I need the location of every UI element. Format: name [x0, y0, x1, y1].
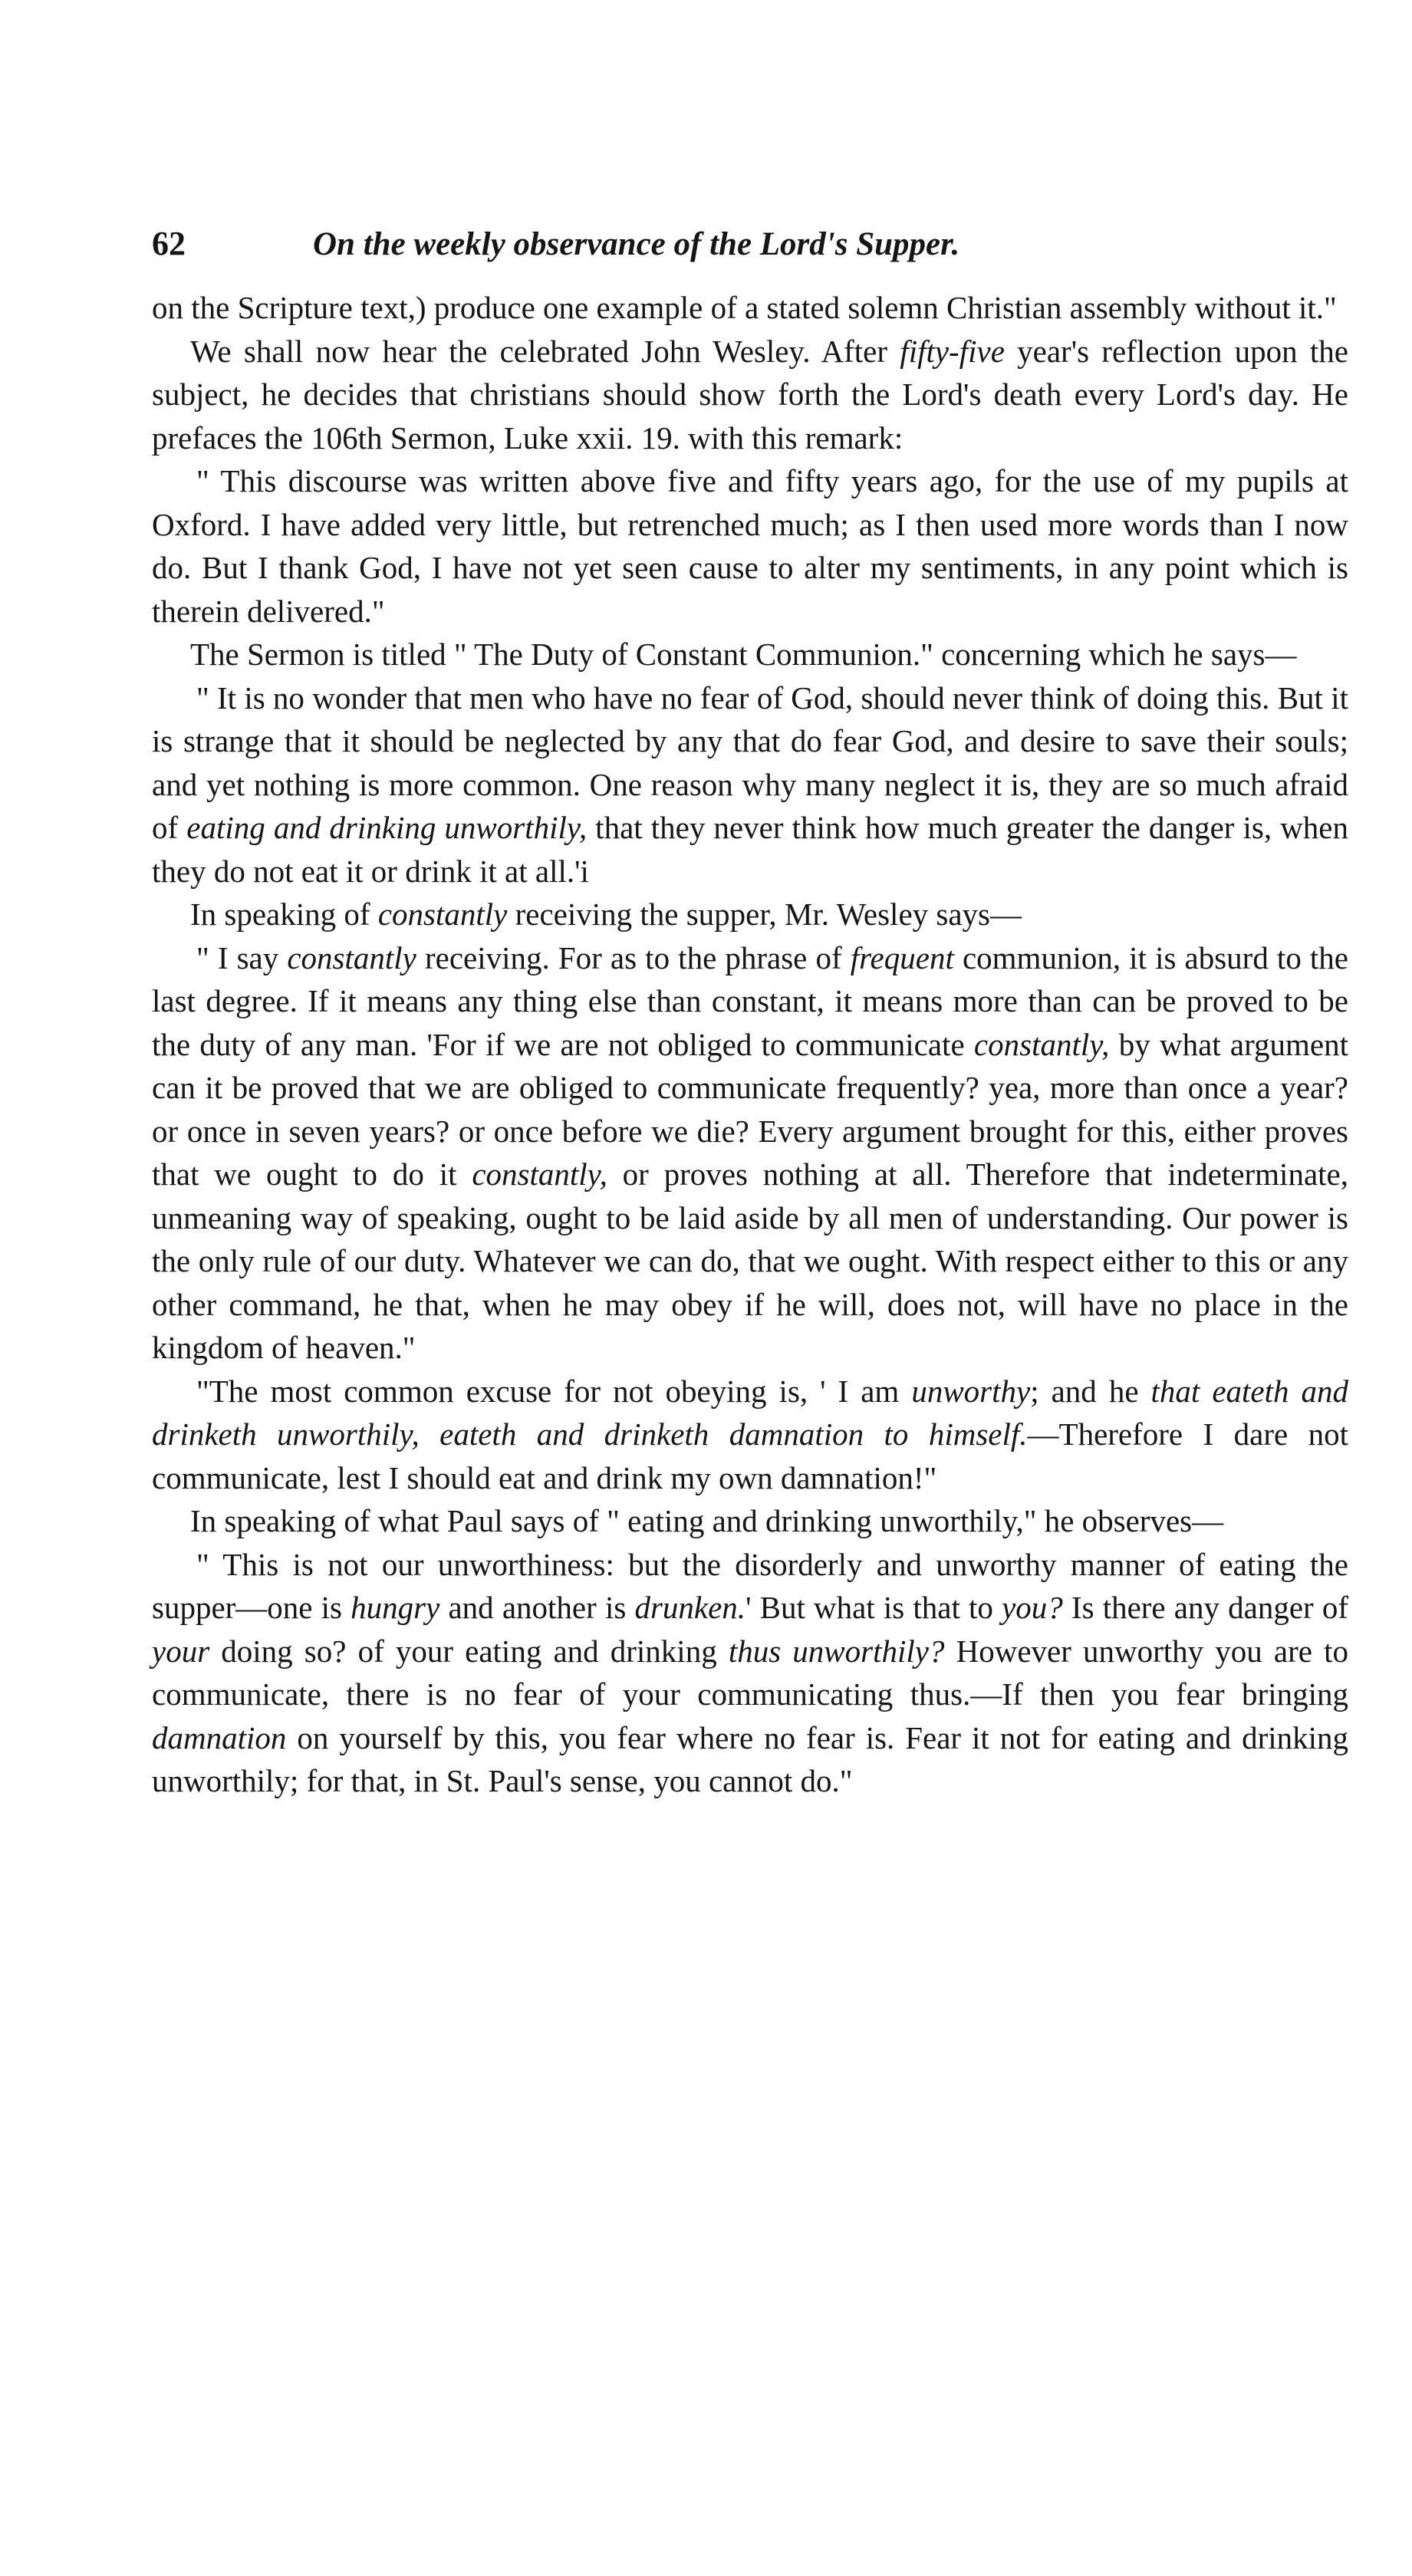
italic-text: your	[152, 1633, 210, 1669]
running-title: On the weekly observance of the Lord's Supper.	[313, 226, 960, 262]
text-run: —Therefore I dare not communicate, lest I should eat and drink my own damnation!"	[152, 1416, 1348, 1495]
text-run: "The most common excuse for not obeying is, ' I am	[196, 1373, 912, 1409]
italic-text: unworthy	[911, 1373, 1031, 1409]
paragraph-paul	[152, 1499, 1348, 1543]
text-run: The Sermon is titled " The Duty of Constant Communion." concerning which he says—	[190, 637, 1297, 672]
text-run: by what argument can it be proved that we are obliged to communicate frequently? yea, more than once a year? or once in seven years? or once before we die? Every argument brought for this, either proves that we ought to do it	[152, 1026, 1349, 1192]
text-run: " I say	[196, 939, 288, 975]
italic-text: constantly	[377, 897, 508, 932]
italic-text: damnation	[152, 1719, 287, 1755]
text-run: " This is not our unworthiness: but the disorderly and unworthy manner of eating the supper—one is	[152, 1546, 1348, 1625]
text-run: on the Scripture text,) produce one example of a stated solemn Christian assembly without it."	[152, 290, 1337, 325]
text-run: receiving. For as to the phrase of	[416, 939, 851, 975]
text-run: ' But what is that to	[745, 1590, 1002, 1625]
quote-unworthiness	[152, 1543, 1348, 1803]
quote-discourse	[152, 459, 1348, 633]
text-run: Is there any danger of	[1062, 1590, 1349, 1625]
text-run: ; and he	[1030, 1373, 1151, 1409]
italic-text: drunken.	[634, 1590, 746, 1625]
text-run: receiving the supper, Mr. Wesley says—	[507, 897, 1022, 932]
italic-text: frequent	[850, 939, 954, 975]
body-text	[152, 286, 1348, 1803]
italic-text: eating and drinking unworthily,	[186, 810, 588, 845]
text-run: " It is no wonder that men who have no fear of God, should never think of doing this. But it is strange that it should be neglected by any that do fear God, and desire to save their souls; and yet nothing is more common. One reason why many neglect it is, they are so much afraid of	[152, 679, 1348, 845]
text-run: " This discourse was written above five and fifty years ago, for the use of my pupils at Oxford. I have added very little, but retrenched much; as I then used more words than I now do. But I thank God, I have not yet seen cause to alter my sentiments, in any point which is therein delivered."	[152, 463, 1348, 629]
paragraph-continuation	[152, 286, 1348, 330]
italic-text: fifty-five	[900, 333, 1005, 369]
text-run: and another is	[439, 1590, 635, 1625]
page-number: 62	[152, 225, 186, 262]
italic-text: hungry	[351, 1590, 440, 1625]
italic-text: constantly,	[472, 1156, 607, 1192]
paragraph-constantly	[152, 893, 1348, 936]
text-run: In speaking of what Paul says of " eating and drinking unworthily," he observes—	[190, 1503, 1224, 1538]
italic-text: you?	[1002, 1590, 1063, 1625]
text-run: or proves nothing at all. Therefore that indeterminate, unmeaning way of speaking, ought to be laid aside by all men of understanding. Our power is the only rule of our duty. Whatever we can do, that we ought. With respect either to this or any other command, he that, when he may obey if he will, does not, will have no place in the kingdom of heaven."	[152, 1156, 1348, 1365]
italic-text: thus unworthily?	[728, 1633, 945, 1669]
text-run: We shall now hear the celebrated John Wesley. After	[190, 333, 900, 369]
text-run: that they never think how much greater the danger is, when they do not eat it or drink it at all.'i	[152, 810, 1348, 889]
paragraph-wesley-intro	[152, 330, 1348, 460]
paragraph-sermon-title	[152, 633, 1348, 676]
text-run: doing so? of your eating and drinking	[209, 1633, 729, 1669]
quote-common-excuse	[152, 1370, 1348, 1500]
quote-no-wonder	[152, 676, 1348, 893]
text-run: on yourself by this, you fear where no fear is. Fear it not for eating and drinking unworthily; for that, in St. Paul's sense, you cannot do."	[152, 1719, 1348, 1798]
italic-text: constantly	[287, 939, 416, 975]
text-run: communion, it is absurd to the last degree. If it means any thing else than constant, it means more than can be proved to be the duty of any man. 'For if we are not obliged to communicate	[152, 939, 1349, 1062]
italic-text: constantly,	[973, 1026, 1110, 1062]
quote-i-say	[152, 936, 1348, 1370]
text-run: In speaking of	[190, 897, 378, 932]
book-page	[152, 224, 1348, 1803]
page-header	[152, 224, 1348, 263]
text-run: year's reflection upon the subject, he decides that christians should show forth the Lord's death every Lord's day. He prefaces the 106th Sermon, Luke xxii. 19. with this remark:	[152, 333, 1348, 456]
italic-text: that eateth and drinketh unworthily, eateth and drinketh damnation to himself.	[152, 1373, 1348, 1452]
text-run: However unworthy you are to communicate, there is no fear of your communicating thus.—If then you fear bringing	[152, 1633, 1348, 1712]
